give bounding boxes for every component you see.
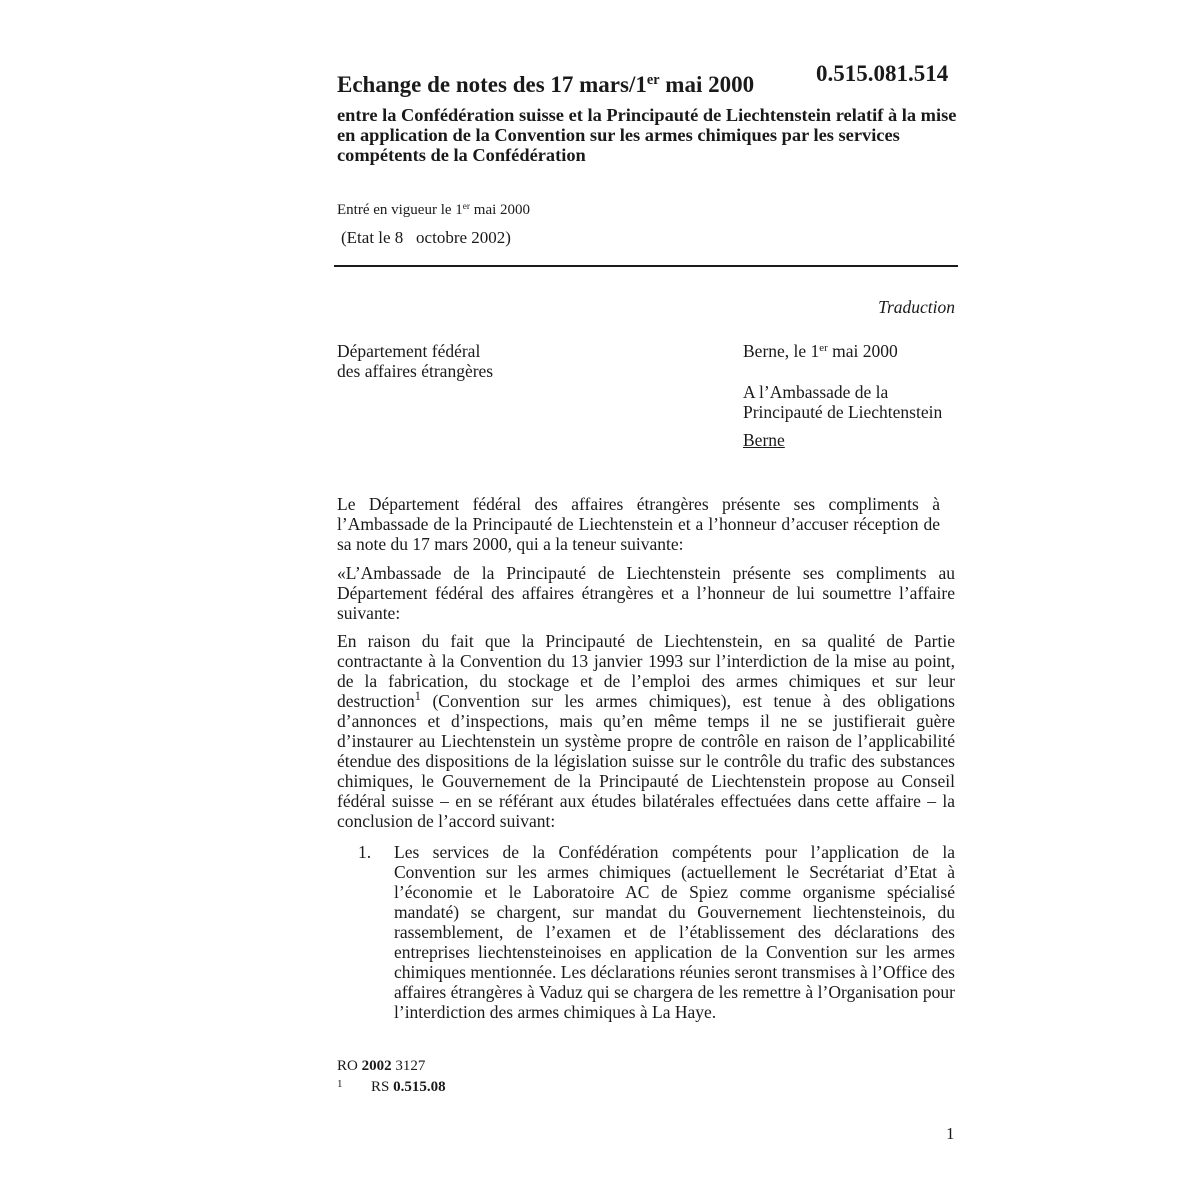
- recipient-line: A l’Ambassade de la: [743, 382, 889, 402]
- title-text: Echange de notes des 17 mars/1: [337, 72, 647, 97]
- place-date: [743, 341, 898, 362]
- paragraph-acknowledgement: Le Département fédéral des affaires étrangères présente ses compliments à l’Ambassade de la Principauté de Liechtenstein et a l’honneur d’accuser réception de sa note du 17 mars 2000, qui a la teneur suivante:: [337, 494, 940, 554]
- footnote-prefix: RS: [371, 1079, 394, 1095]
- list-item-number: 1.: [358, 842, 372, 862]
- proposal-text-part2: (Convention sur les armes chimiques), est tenue à des obligations d’annonces et d’inspections, mais qu’en même temps il ne se justifierait guère d’instaurer au Liechtenstein un système propre de contrôle en raison de l’applicabilité étendue des dispositions de la législation suisse sur le contrôle du trafic des substances chimiques, le Gouvernement de la Principauté de Liechtenstein propose au Conseil fédéral suisse – en se référant aux études bilatérales effectuées dans cette affaire – la conclusion de l’accord suivant:: [337, 691, 955, 831]
- recipient-line: Principauté de Liechtenstein: [743, 402, 943, 422]
- footnote-ref: 0.515.08: [393, 1079, 446, 1095]
- ro-prefix: RO: [337, 1058, 362, 1074]
- footnote-number: 1: [337, 1078, 343, 1090]
- translation-label: Traduction: [878, 297, 955, 317]
- sender-line: Département fédéral: [337, 341, 481, 361]
- entry-superscript: er: [462, 201, 471, 212]
- recipient-city: Berne: [743, 430, 785, 450]
- footnote-text: [371, 1079, 446, 1096]
- systematic-number: 0.515.081.514: [816, 61, 949, 86]
- document-subtitle: entre la Confédération suisse et la Principauté de Liechtenstein relatif à la mise en application de la Convention sur les armes chimiques par les services compétents de la Confédération: [337, 105, 957, 165]
- place-text: Berne, le 1: [743, 341, 820, 361]
- entry-into-force: [337, 202, 530, 219]
- page-number: 1: [946, 1124, 955, 1143]
- ro-page: 3127: [391, 1058, 426, 1074]
- sender-block: [337, 341, 493, 381]
- status-date: (Etat le 8 octobre 2002): [341, 228, 511, 247]
- title-superscript: er: [646, 72, 660, 89]
- footnote-reference[interactable]: 1: [414, 689, 421, 704]
- header-divider: [334, 265, 958, 267]
- place-superscript: er: [819, 342, 828, 355]
- paragraph-proposal: [337, 631, 955, 831]
- document-title: [337, 72, 754, 98]
- paragraph-embassy-note: «L’Ambassade de la Principauté de Liechtenstein présente ses compliments au Département fédéral des affaires étrangères et a l’honneur de lui soumettre l’affaire suivante:: [337, 563, 955, 623]
- sender-line: des affaires étrangères: [337, 361, 494, 381]
- list-item-text: Les services de la Confédération compétents pour l’application de la Convention sur les armes chimiques (actuellement le Secrétariat d’Etat à l’économie et le Laboratoire AC de Spiez comme organisme spécialisé mandaté) se chargent, sur mandat du Gouvernement liechtensteinois, du rassemblement, de l’examen et de l’établissement des déclarations des entreprises liechtensteinoises en application de la Convention sur les armes chimiques mentionnée. Les déclarations réunies seront transmises à l’Office des affaires étrangères à Vaduz qui se chargera de les remettre à l’Organisation pour l’interdiction des armes chimiques à La Haye.: [394, 842, 955, 1022]
- entry-text: Entré en vigueur le 1: [337, 202, 463, 218]
- place-end: mai 2000: [827, 341, 898, 361]
- title-end: mai 2000: [659, 72, 755, 97]
- ro-year: 2002: [361, 1058, 392, 1074]
- footnote: [337, 1078, 446, 1096]
- official-compilation-ref: [337, 1058, 425, 1075]
- entry-end: mai 2000: [470, 202, 531, 218]
- proposal-text-part1: En raison du fait que la Principauté de Liechtenstein, en sa qualité de Partie contractante à la Convention du 13 janvier 1993 sur l’interdiction de la mise au point, de la fabrication, du stockage et de l’emploi des armes chimiques et sur leur destruction: [337, 631, 955, 711]
- recipient-block: [743, 382, 942, 422]
